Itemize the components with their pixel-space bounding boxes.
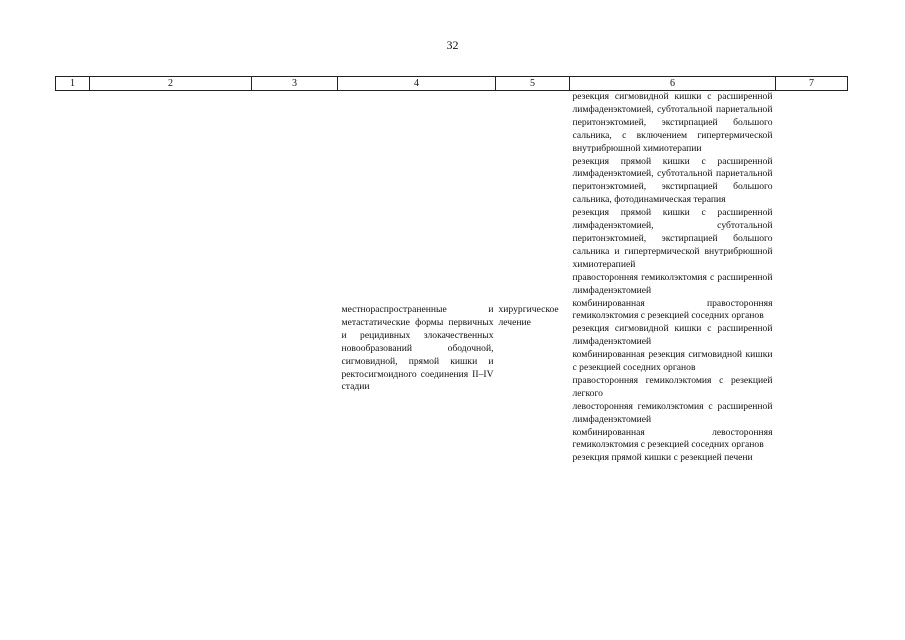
cell-col-6 xyxy=(570,91,776,466)
procedure-item: комбинированная левосторонняя гемиколэктомия с резекцией соседних органов xyxy=(572,426,773,451)
column-header-5: 5 xyxy=(496,77,570,91)
column-header-3: 3 xyxy=(252,77,338,91)
column-header-7: 7 xyxy=(776,77,848,91)
procedure-item: комбинированная правосторонняя гемиколэктомия с резекцией соседних органов xyxy=(572,297,773,322)
procedure-item: резекция прямой кишки с резекцией печени xyxy=(572,452,753,464)
procedure-item: резекция сигмовидной кишки с расширенной лимфаденэктомией xyxy=(572,323,773,348)
cell-col-5 xyxy=(496,91,570,466)
cell-col-3 xyxy=(252,91,338,466)
procedure-item: правосторонняя гемиколэктомия с расширенной лимфаденэктомией xyxy=(572,271,773,296)
cell-spacer xyxy=(499,91,568,304)
procedure-item: левосторонняя гемиколэктомия с расширенной лимфаденэктомией xyxy=(572,400,773,425)
column-header-2: 2 xyxy=(90,77,252,91)
table-row xyxy=(56,91,848,466)
column-number-row xyxy=(56,77,848,91)
procedure-item: правосторонняя гемиколэктомия с резекцией легкого xyxy=(572,374,773,399)
cell-col-1 xyxy=(56,91,90,466)
diagnosis-text: местнораспространенные и метастатические формы первичных и рецидивных злокачественных новообразований ободочной, сигмовидной, прямой кишки и ректосигмоидного соединения II–IV стадии xyxy=(341,304,494,393)
procedure-list xyxy=(573,91,773,465)
procedure-item: комбинированная резекция сигмовидной кишки с резекцией соседних органов xyxy=(572,349,773,374)
cell-col-2 xyxy=(90,91,252,466)
cell-col-7 xyxy=(776,91,848,466)
column-header-4: 4 xyxy=(338,77,496,91)
procedure-item: резекция прямой кишки с расширенной лимфаденэктомией, субтотальной париетальной перитонэктомией, экстирпацией большого сальника, фотодинамическая терапия xyxy=(572,155,773,206)
treatment-type-text: хирургическое лечение xyxy=(498,304,559,328)
column-header-6: 6 xyxy=(570,77,776,91)
procedure-item: резекция прямой кишки с расширенной лимфаденэктомией, субтотальной перитонэктомией, экстирпацией большого сальника и гипертермической внутрибрюшной химиотерапией xyxy=(572,207,773,270)
page-number: 32 xyxy=(446,38,459,52)
cell-spacer xyxy=(342,91,494,304)
cell-col-4 xyxy=(338,91,496,466)
medical-procedures-table xyxy=(55,76,848,465)
procedure-item: резекция сигмовидной кишки с расширенной лимфаденэктомией, субтотальной париетальной перитонэктомией, экстирпацией большого сальника, с включением гипертермической внутрибрюшной химиотерапии xyxy=(572,91,773,154)
column-header-1: 1 xyxy=(56,77,90,91)
